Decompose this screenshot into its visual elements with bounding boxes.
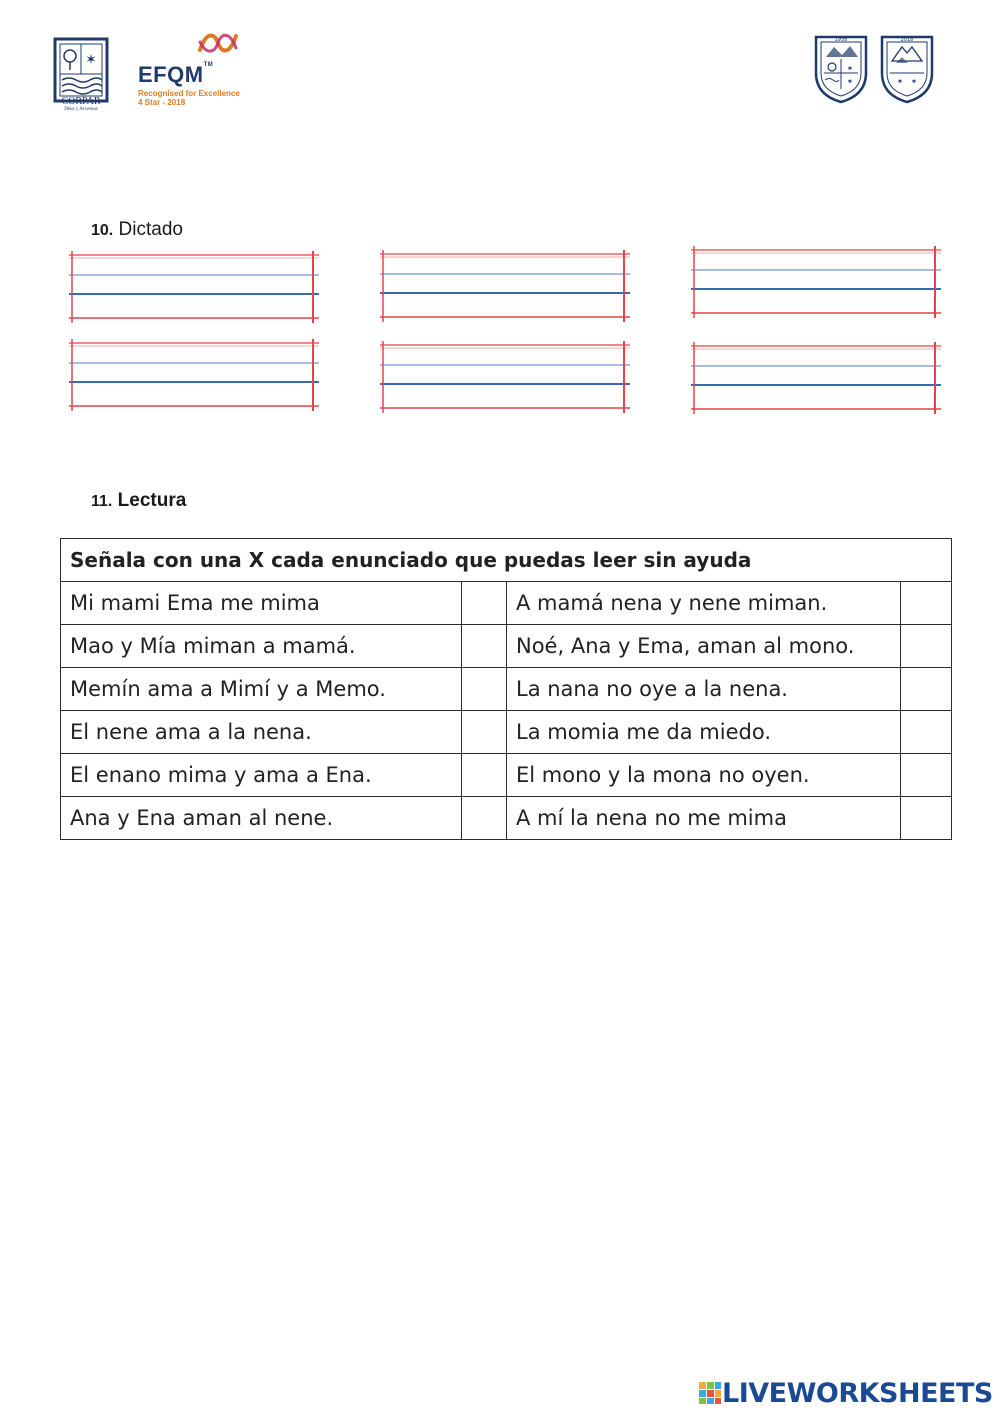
checkbox-left[interactable]	[462, 754, 507, 797]
school-shield-right-logo	[878, 33, 936, 105]
section-10-title: Dictado	[118, 219, 183, 240]
svg-text:✶: ✶	[846, 77, 854, 86]
writing-lines	[69, 339, 319, 411]
liveworksheets-brand: LIVEWORKSHEETS	[722, 1378, 993, 1409]
checkbox-right[interactable]	[901, 582, 952, 625]
dictation-writing-box-6[interactable]	[691, 342, 941, 414]
svg-text:✶: ✶	[85, 52, 97, 68]
efqm-recognised: Recognised for Excellence	[138, 89, 240, 98]
sentence-right: Noé, Ana y Ema, aman al mono.	[507, 625, 901, 668]
dictation-writing-box-5[interactable]	[380, 341, 630, 413]
sentence-left: Ana y Ena aman al nene.	[61, 797, 462, 840]
sentence-right: A mamá nena y nene miman.	[507, 582, 901, 625]
svg-text:✶: ✶	[896, 77, 904, 86]
writing-lines	[380, 250, 630, 322]
efqm-title-text: EFQM	[138, 62, 204, 87]
checkbox-right[interactable]	[901, 668, 952, 711]
writing-lines	[691, 342, 941, 414]
reading-row	[61, 711, 952, 754]
sentence-right: La nana no oye a la nena.	[507, 668, 901, 711]
efqm-tm: TM	[203, 62, 214, 68]
checkbox-left[interactable]	[462, 582, 507, 625]
sentence-left: El nene ama a la nena.	[61, 711, 462, 754]
svg-text:✶: ✶	[846, 64, 854, 73]
dictation-writing-box-4[interactable]	[69, 339, 319, 411]
efqm-title	[138, 62, 213, 88]
checkbox-right[interactable]	[901, 797, 952, 840]
sentence-left: El enano mima y ama a Ena.	[61, 754, 462, 797]
reading-row	[61, 582, 952, 625]
efqm-infinity-icon	[196, 28, 240, 58]
shield-left-year: 1958	[834, 37, 848, 43]
reading-row	[61, 668, 952, 711]
reading-row	[61, 797, 952, 840]
school-shield-left-logo	[812, 33, 870, 105]
liveworksheets-logo-icon	[698, 1381, 722, 1405]
sentence-right: La momia me da miedo.	[507, 711, 901, 754]
section-10-number: 10.	[91, 222, 114, 239]
corpar-name: CORPAR	[61, 96, 101, 107]
section-11-number: 11.	[91, 493, 113, 510]
sentence-left: Mi mami Ema me mima	[61, 582, 462, 625]
sentence-right: El mono y la mona no oyen.	[507, 754, 901, 797]
section-11-title: Lectura	[117, 490, 187, 511]
writing-lines	[691, 246, 941, 318]
dictation-writing-box-3[interactable]	[691, 246, 941, 318]
section-11-heading	[91, 490, 186, 512]
reading-table	[60, 538, 952, 840]
dictation-writing-box-2[interactable]	[380, 250, 630, 322]
svg-text:✶: ✶	[910, 77, 918, 86]
efqm-star-year: 4 Star - 2018	[138, 98, 186, 107]
sentence-left: Memín ama a Mimí y a Memo.	[61, 668, 462, 711]
checkbox-left[interactable]	[462, 797, 507, 840]
reading-instructions: Señala con una X cada enunciado que puedas leer sin ayuda	[61, 539, 952, 582]
checkbox-left[interactable]	[462, 625, 507, 668]
section-10-heading	[91, 219, 183, 241]
checkbox-left[interactable]	[462, 711, 507, 754]
corpar-motto: Deus y Accessus	[64, 107, 98, 112]
checkbox-right[interactable]	[901, 754, 952, 797]
dictation-writing-box-1[interactable]	[69, 251, 319, 323]
shield-right-year: 2018	[900, 37, 914, 43]
checkbox-right[interactable]	[901, 625, 952, 668]
writing-lines	[380, 341, 630, 413]
sentence-right: A mí la nena no me mima	[507, 797, 901, 840]
sentence-left: Mao y Mía miman a mamá.	[61, 625, 462, 668]
checkbox-right[interactable]	[901, 711, 952, 754]
checkbox-left[interactable]	[462, 668, 507, 711]
writing-lines	[69, 251, 319, 323]
reading-row	[61, 754, 952, 797]
reading-table-header-row	[61, 539, 952, 582]
reading-row	[61, 625, 952, 668]
